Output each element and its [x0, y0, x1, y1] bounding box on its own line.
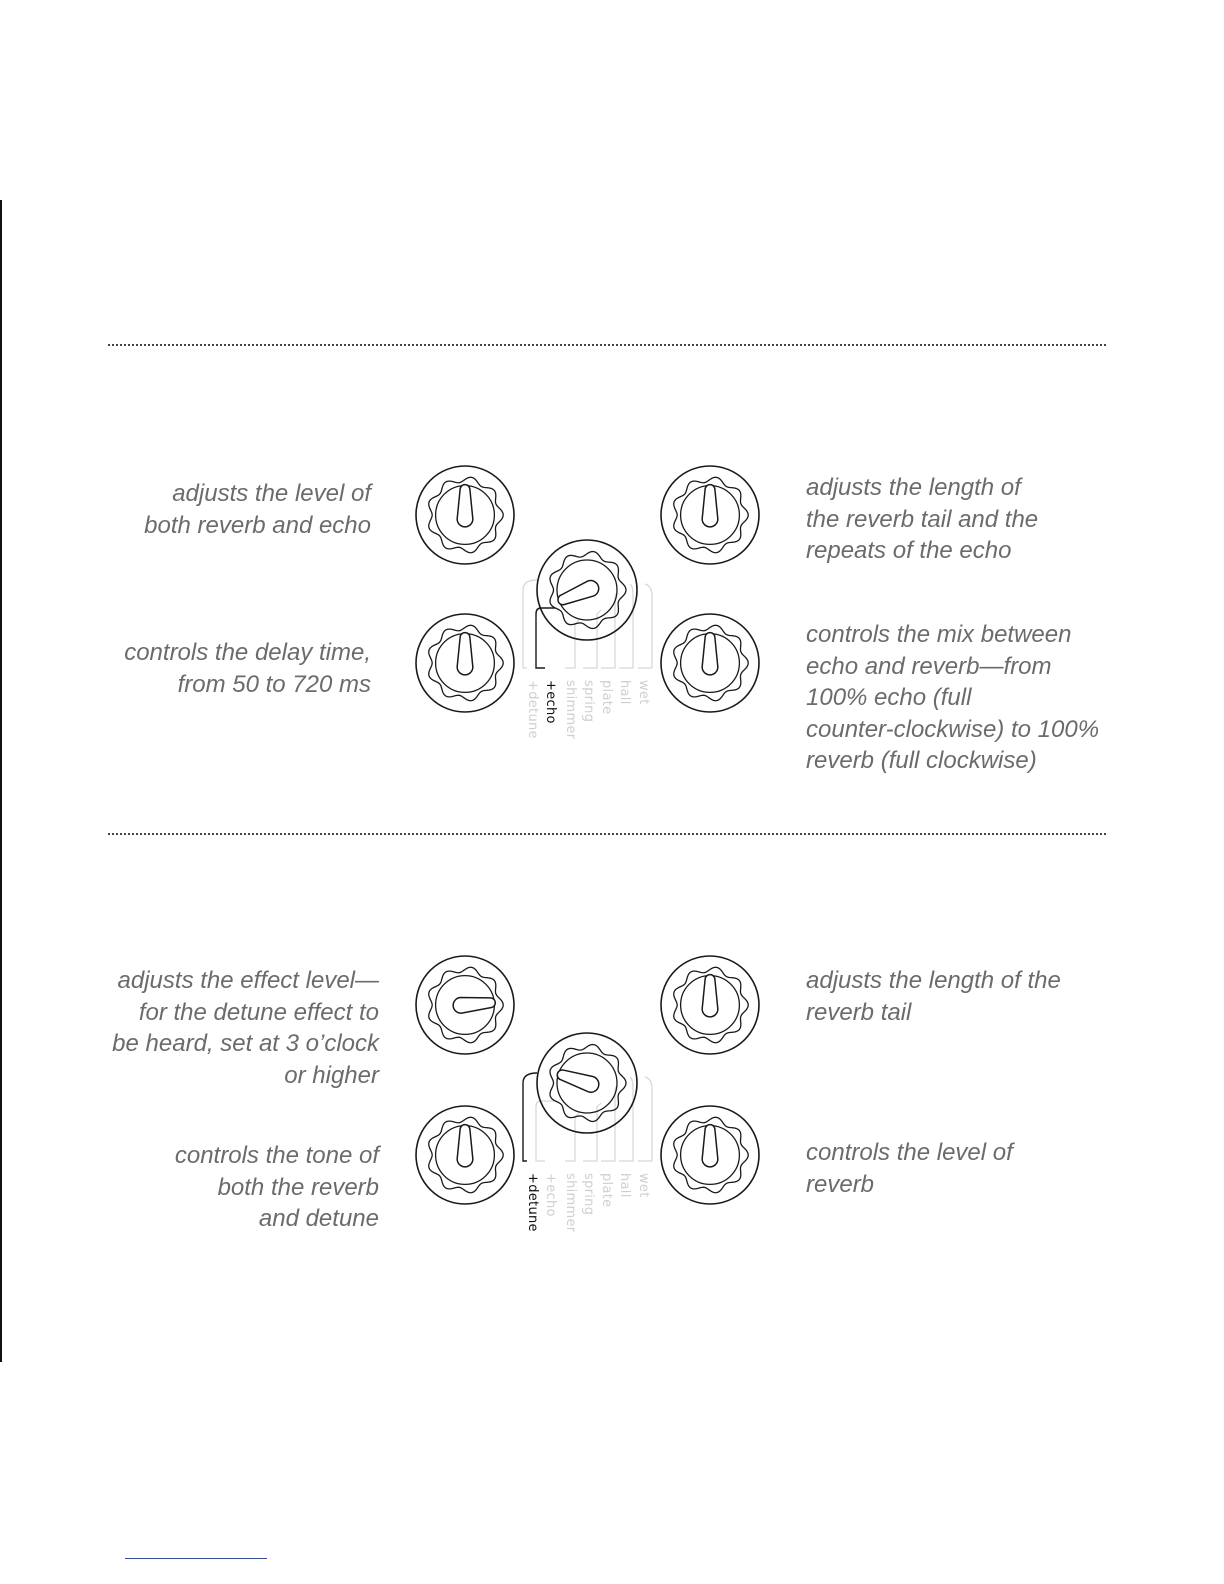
panel1-mode-label-shimmer: shimmer: [563, 680, 578, 740]
panel2-knob-top-right-pointer: [702, 975, 718, 1017]
panel2-mode-knob-pointer: [555, 1066, 601, 1095]
panel1-text-top-right: adjusts the length of the reverb tail and the repeats of the echo: [806, 474, 1039, 564]
panel2-text-top-left: adjusts the effect level— for the detune effect to be heard, set at 3 o’clock or higher: [112, 967, 379, 1089]
panel1-text-bottom-right: controls the mix between echo and reverb—from 100% echo (full counter-clockwise) to 100% reverb (full clockwise): [806, 621, 1100, 774]
panel2-mode-label-spring: spring: [581, 1173, 596, 1216]
link-underline: [125, 1558, 267, 1559]
panel2-text-top-right: adjusts the length of the reverb tail: [806, 967, 1061, 1026]
panel2-text-bottom-right: controls the level of reverb: [806, 1139, 1013, 1198]
panel1-knob-bottom-left-pointer: [457, 633, 473, 675]
panel2-mode-label-echo: +echo: [543, 1173, 558, 1217]
panel1-mode-label-hall: hall: [617, 680, 632, 705]
panel2-knob-bottom-left: [412, 1102, 518, 1208]
panel2-knob-top-left-pointer: [453, 995, 496, 1014]
panel2-mode-label-detune: +detune: [525, 1173, 540, 1232]
panel2-knob-bottom-right-pointer: [702, 1125, 718, 1167]
panel1-knob-top-right-pointer: [702, 485, 718, 527]
panel2-mode-label-wet: wet: [636, 1173, 651, 1198]
panel1-mode-knob: [533, 536, 641, 644]
panel1-mode-knob-pointer: [555, 578, 601, 609]
left-margin-rule: [0, 200, 2, 1362]
dotted-divider-middle: [108, 833, 1106, 835]
panel1-mode-label-plate: plate: [599, 680, 614, 715]
panel2-knob-top-right: [657, 952, 763, 1058]
panel1-knob-top-left-pointer: [457, 485, 473, 527]
panel1-text-bottom-left: controls the delay time, from 50 to 720 ms: [124, 639, 371, 698]
panel2-mode-labels: [515, 1169, 675, 1249]
panel2-mode-knob: [533, 1029, 641, 1137]
panel1-mode-label-echo: +echo: [543, 680, 558, 724]
panel1-mode-label-detune: +detune: [525, 680, 540, 739]
panel1-mode-label-wet: wet: [636, 680, 651, 705]
panel2-mode-label-hall: hall: [617, 1173, 632, 1198]
panel2-knob-bottom-right: [657, 1102, 763, 1208]
panel1-knob-bottom-right: [657, 610, 763, 716]
panel1-knob-bottom-right-pointer: [702, 633, 718, 675]
panel2-knob-top-left: [412, 952, 518, 1058]
panel2-knob-bottom-left-pointer: [457, 1125, 473, 1167]
panel1-mode-labels: [515, 676, 675, 756]
panel2-mode-label-shimmer: shimmer: [563, 1173, 578, 1233]
dotted-divider-top: [108, 344, 1106, 346]
panel1-knob-top-left: [412, 462, 518, 568]
panel2-mode-label-plate: plate: [599, 1173, 614, 1208]
panel2-text-bottom-left: controls the tone of both the reverb and detune: [174, 1142, 379, 1232]
panel1-mode-label-spring: spring: [581, 680, 596, 723]
panel1-text-top-left: adjusts the level of both reverb and echo: [144, 480, 371, 539]
panel1-knob-top-right: [657, 462, 763, 568]
panel1-knob-bottom-left: [412, 610, 518, 716]
